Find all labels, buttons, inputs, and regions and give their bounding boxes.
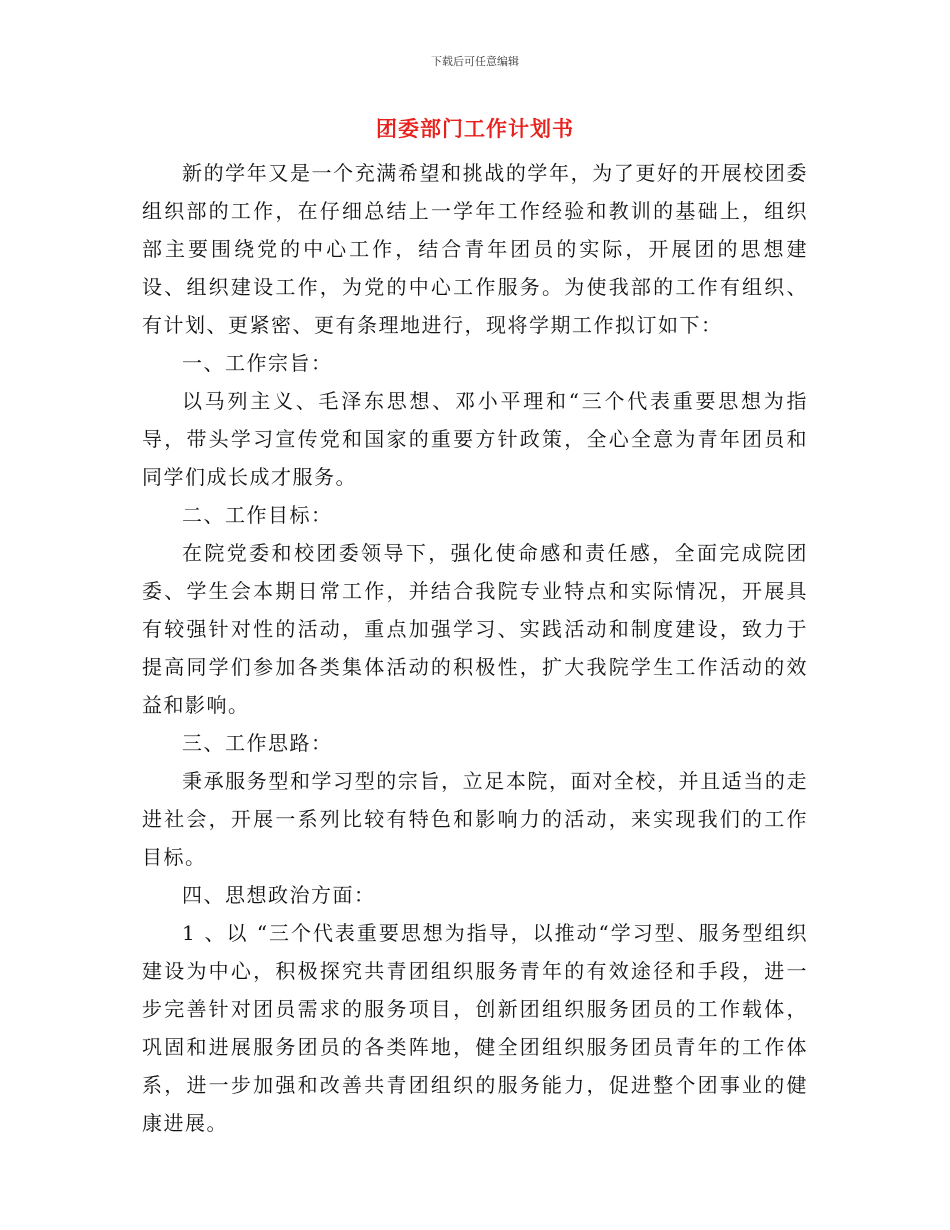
document-title: 团委部门工作计划书 [376,117,574,141]
section-heading-purpose: 一、工作宗旨： [182,351,333,375]
goals-paragraph: 在院党委和校团委领导下，强化使命感和责任感，全面完成院团委、学生会本期日常工作，并结合我院专业特点和实际情况，开展具有较强针对性的活动，重点加强学习、实践活动和制度建设，致力于提高同学们参加各类集体活动的积极性，扩大我院学生工作活动的效益和影响。 [142,541,808,717]
section-heading-approach: 三、工作思路： [182,731,333,755]
ideology-item-1: 1 、以 “三个代表重要思想为指导，以推动“学习型、服务型组织建设为中心，积极探究共青团组织服务青年的有效途径和手段，进一步完善针对团员需求的服务项目，创新团组织服务团员的工作载体，巩固和进展服务团员的各类阵地，健全团组织服务团员青年的工作体系，进一步加强和改善共青团组织的服务能力，促进整个团事业的健康进展。 [142,921,808,1135]
intro-paragraph: 新的学年又是一个充满希望和挑战的学年，为了更好的开展校团委组织部的工作，在仔细总结上一学年工作经验和教训的基础上，组织部主要围绕党的中心工作，结合青年团员的实际，开展团的思想建设、组织建设工作，为党的中心工作服务。为使我部的工作有组织、有计划、更紧密、更有条理地进行，现将学期工作拟订如下： [142,161,808,337]
approach-paragraph: 秉承服务型和学习型的宗旨，立足本院，面对全校，并且适当的走进社会，开展一系列比较有特色和影响力的活动，来实现我们的工作目标。 [142,769,808,869]
section-heading-goals: 二、工作目标： [182,503,333,527]
section-heading-ideology: 四、思想政治方面： [182,883,376,907]
document-body [142,154,808,1142]
purpose-paragraph: 以马列主义、毛泽东思想、邓小平理和“三个代表重要思想为指导，带头学习宣传党和国家的重要方针政策，全心全意为青年团员和同学们成长成才服务。 [142,389,808,489]
header-note: 下载后可任意编辑 [431,55,519,68]
